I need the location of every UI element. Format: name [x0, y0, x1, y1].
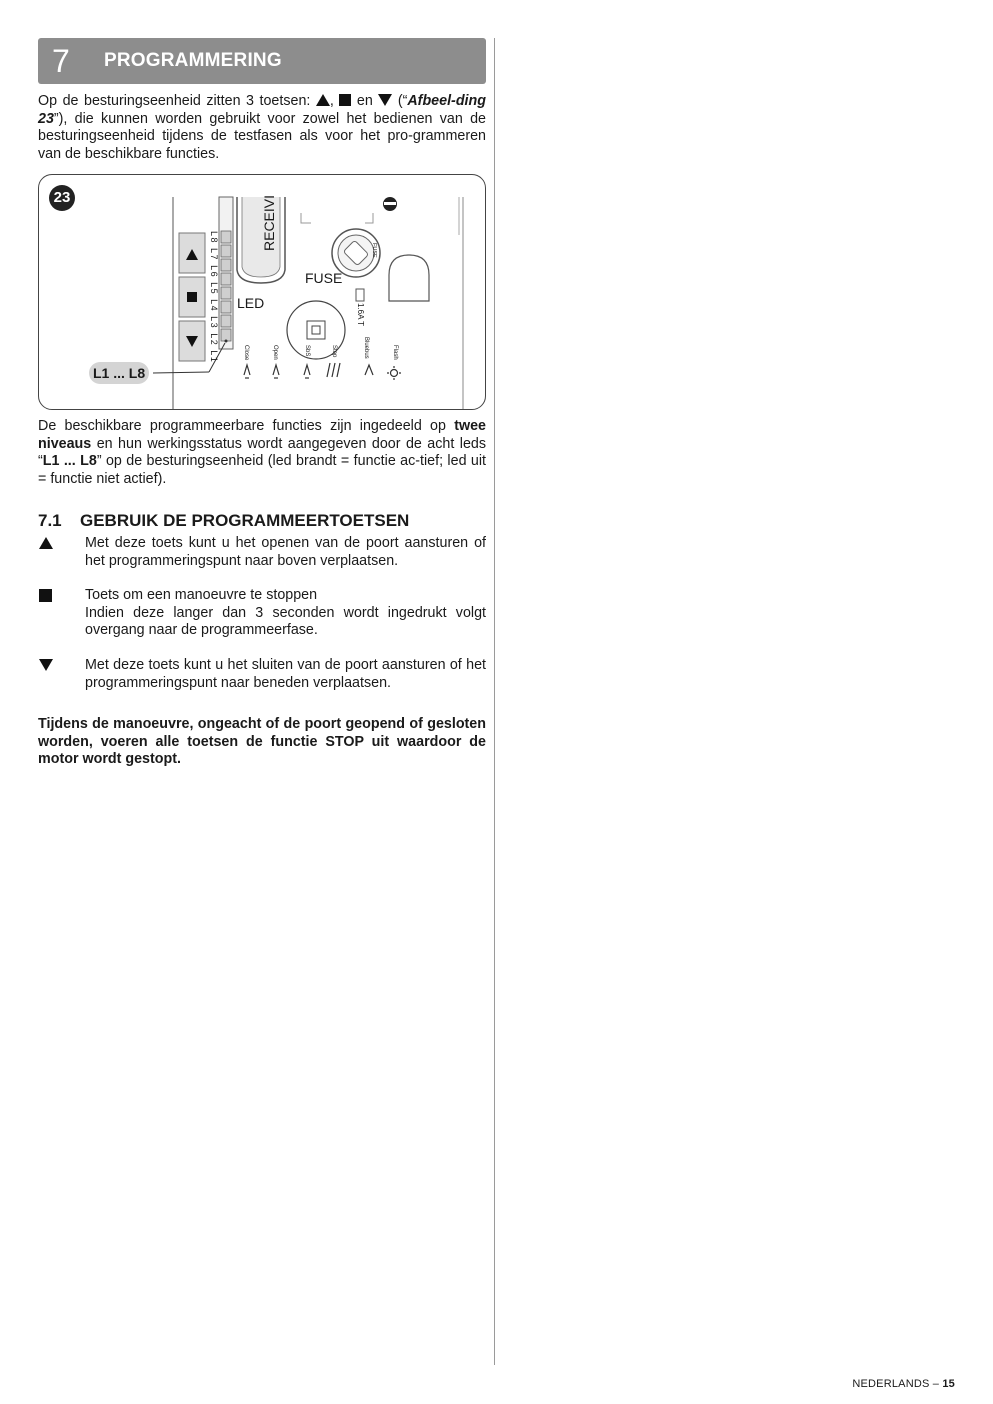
terminal-label: Close — [243, 345, 249, 361]
receiver-label: RECEIVI — [261, 194, 277, 251]
note-text: Tijdens de manoeuvre, ongeacht of de poort geopend of gesloten worden, voeren alle toetsen de functie STOP uit waardoor de motor wordt gestopt. — [38, 716, 486, 768]
terminal-label-box — [241, 345, 249, 367]
stop-square-icon — [39, 589, 52, 602]
list-item-text: Met deze toets kunt u het openen van de poort aansturen of het programmeringspunt naar boven verplaatsen. — [85, 535, 486, 569]
fuse-small-label-box — [367, 241, 377, 267]
led-label: L2 — [209, 333, 219, 347]
terminal-label: SbS — [304, 345, 310, 357]
footer-language: NEDERLANDS – — [852, 1378, 943, 1390]
led-label: L4 — [209, 299, 219, 313]
page-footer — [852, 1378, 955, 1390]
chapter-header — [38, 38, 486, 84]
terminal-label-box — [390, 345, 398, 367]
down-arrow-icon — [39, 659, 53, 671]
fuse-label: FUSE — [305, 270, 343, 286]
led-label: L7 — [209, 248, 219, 262]
section-number: 7.1 — [38, 511, 62, 530]
chapter-title: PROGRAMMERING — [104, 50, 282, 71]
terminal-label: Stop — [331, 345, 337, 358]
led-label-main: LED — [237, 295, 265, 311]
board-stop-button-icon — [187, 292, 197, 302]
section-heading — [38, 511, 409, 531]
led-range-callout: L1 ... L8 — [89, 362, 149, 384]
section-title: GEBRUIK DE PROGRAMMEERTOETSEN — [80, 511, 410, 530]
led-label: L6 — [209, 265, 219, 279]
terminal-label-box — [329, 345, 337, 367]
led-label: L8 — [209, 231, 219, 245]
led-label-column — [204, 227, 220, 364]
list-item-text: Toets om een manoeuvre te stoppen — [85, 587, 318, 603]
list-item — [38, 657, 486, 692]
emphasis-text: twee niveaus — [38, 418, 486, 452]
down-arrow-icon — [378, 94, 392, 106]
receiver-label-box — [261, 194, 281, 279]
intro-paragraph — [38, 93, 486, 163]
figure-number: 23 — [49, 185, 75, 211]
intro-sep: , — [329, 93, 340, 109]
stop-square-icon — [339, 94, 351, 106]
page-number: 15 — [942, 1378, 955, 1390]
up-arrow-icon — [39, 537, 53, 549]
emphasis-text: L1 ... L8 — [42, 453, 97, 470]
intro-sep: en — [351, 93, 379, 109]
terminal-label-box — [302, 345, 310, 367]
terminal-label-box — [361, 337, 369, 365]
figure-23 — [38, 174, 486, 410]
body-text: ” op de besturingseenheid (led brandt = functie ac-tief; led uit = functie niet actief). — [38, 453, 486, 487]
list-item — [38, 587, 486, 640]
fuse-rating: 1.6A T — [356, 303, 365, 326]
body-text: en hun werkingsstatus wordt aangegeven door de acht leds “ — [38, 435, 486, 470]
intro-text: (“ — [392, 93, 408, 109]
led-label: L3 — [209, 316, 219, 330]
levels-paragraph — [38, 418, 486, 488]
terminal-label-box — [270, 345, 278, 367]
led-label: L1 — [209, 350, 219, 364]
terminal-label: Bluebus — [363, 337, 369, 359]
terminal-label: Open — [272, 345, 278, 360]
list-item-text: Met deze toets kunt u het sluiten van de poort aansturen of het programmeringspunt naar beneden verplaatsen. — [85, 657, 486, 691]
fuse-small-label: FUSE — [371, 243, 377, 258]
list-item-text: Indien deze langer dan 3 seconden wordt ingedrukt volgt overgang naar de programmeerfase. — [85, 604, 486, 639]
figure-reference: Afbeel-ding 23 — [38, 93, 486, 127]
terminal-label: Flash — [392, 345, 398, 360]
body-text: De beschikbare programmeerbare functies zijn ingedeeld op — [38, 418, 455, 434]
led-label: L5 — [209, 282, 219, 296]
stop-note — [38, 716, 486, 769]
column-divider — [494, 38, 495, 1365]
intro-text: ”), die kunnen worden gebruikt voor zowel het bedienen van de besturingseenheid tijdens de testfasen als voor het pro-grammeren van de beschikbare functies. — [38, 110, 486, 162]
list-item — [38, 535, 486, 570]
up-arrow-icon — [316, 94, 330, 106]
fuse-rating-box — [354, 303, 366, 333]
intro-text: Op de besturingseenheid zitten 3 toetsen: — [38, 93, 316, 109]
chapter-number: 7 — [52, 43, 70, 79]
